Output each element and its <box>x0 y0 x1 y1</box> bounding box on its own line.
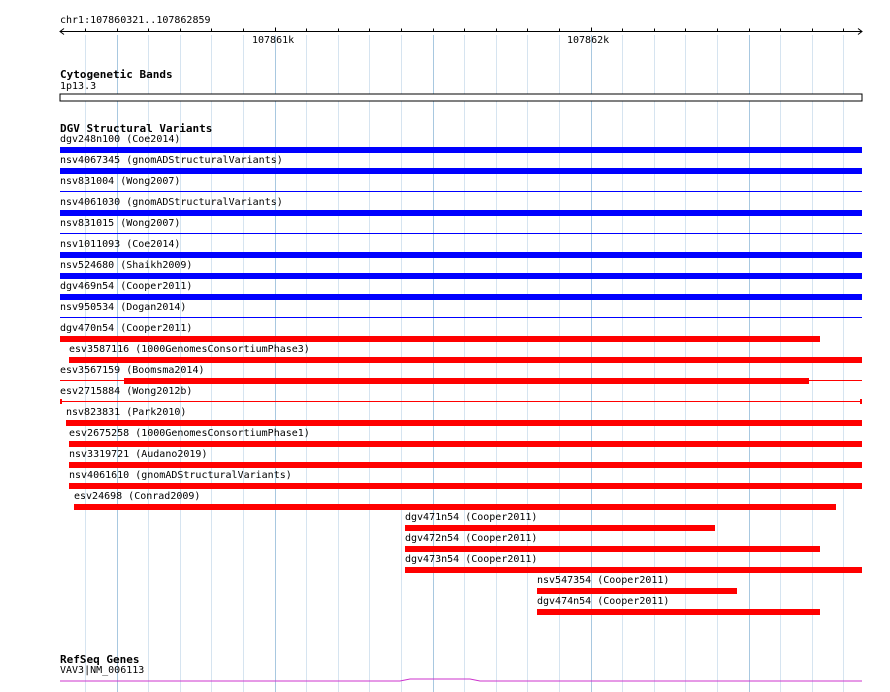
dgv-feature-bar <box>405 567 862 573</box>
dgv-feature-label[interactable]: esv24698 (Conrad2009) <box>74 491 201 502</box>
dgv-feature-bar <box>69 441 862 447</box>
ruler-tick-label: 107861k <box>252 35 295 46</box>
dgv-feature-label[interactable]: nsv4061030 (gnomADStructuralVariants) <box>60 197 283 208</box>
dgv-feature-label[interactable]: nsv4067345 (gnomADStructuralVariants) <box>60 155 283 166</box>
dgv-feature-bar <box>537 609 820 615</box>
dgv-feature-bar <box>124 378 809 384</box>
ruler-tick-label: 107862k <box>567 35 610 46</box>
dgv-feature-label[interactable]: nsv524680 (Shaikh2009) <box>60 260 193 271</box>
cyto-track-title[interactable]: Cytogenetic Bands <box>60 68 173 81</box>
dgv-feature-label[interactable]: nsv4061610 (gnomADStructuralVariants) <box>69 470 292 481</box>
refseq-track-title[interactable]: RefSeq Genes <box>60 653 140 666</box>
refseq-gene-label[interactable]: VAV3|NM_006113 <box>60 665 145 676</box>
dgv-feature-bar <box>405 525 715 531</box>
dgv-feature-bar <box>60 168 862 174</box>
dgv-feature-bar <box>60 401 862 402</box>
dgv-feature-label[interactable]: nsv950534 (Dogan2014) <box>60 302 187 313</box>
dgv-feature-bar <box>405 546 820 552</box>
dgv-feature-bar <box>60 191 862 192</box>
dgv-feature-bar <box>60 273 862 279</box>
dgv-feature-label[interactable]: dgv474n54 (Cooper2011) <box>537 596 670 607</box>
dgv-feature-label[interactable]: nsv823831 (Park2010) <box>66 407 187 418</box>
dgv-feature-bar <box>69 483 862 489</box>
dgv-feature-label[interactable]: nsv3319721 (Audano2019) <box>69 449 208 460</box>
dgv-feature-label[interactable]: nsv547354 (Cooper2011) <box>537 575 670 586</box>
dgv-feature-label[interactable]: dgv248n100 (Coe2014) <box>60 134 181 145</box>
dgv-feature-label[interactable]: esv3587116 (1000GenomesConsortiumPhase3) <box>69 344 310 355</box>
dgv-feature-bar <box>60 233 862 234</box>
refseq-gene-line <box>60 679 862 681</box>
dgv-feature-label[interactable]: nsv831015 (Wong2007) <box>60 218 181 229</box>
dgv-feature-label[interactable]: dgv470n54 (Cooper2011) <box>60 323 193 334</box>
dgv-feature-bar <box>537 588 737 594</box>
dgv-feature-label[interactable]: dgv469n54 (Cooper2011) <box>60 281 193 292</box>
dgv-feature-label[interactable]: dgv472n54 (Cooper2011) <box>405 533 538 544</box>
dgv-feature-cap <box>860 399 862 404</box>
dgv-feature-label[interactable]: esv2675258 (1000GenomesConsortiumPhase1) <box>69 428 310 439</box>
cyto-band-bar <box>60 94 862 101</box>
dgv-feature-bar <box>60 252 862 258</box>
region-label: chr1:107860321..107862859 <box>60 15 211 26</box>
dgv-feature-label[interactable]: esv2715884 (Wong2012b) <box>60 386 193 397</box>
dgv-feature-label[interactable]: esv3567159 (Boomsma2014) <box>60 365 205 376</box>
dgv-track-title[interactable]: DGV Structural Variants <box>60 122 213 135</box>
dgv-feature-bar <box>60 317 862 318</box>
dgv-feature-bar <box>69 462 862 468</box>
dgv-feature-label[interactable]: nsv831004 (Wong2007) <box>60 176 181 187</box>
dgv-feature-bar <box>69 357 862 363</box>
dgv-feature-label[interactable]: dgv473n54 (Cooper2011) <box>405 554 538 565</box>
dgv-feature-bar <box>60 294 862 300</box>
dgv-feature-bar <box>74 504 836 510</box>
dgv-feature-label[interactable]: nsv1011093 (Coe2014) <box>60 239 181 250</box>
dgv-feature-cap <box>60 399 62 404</box>
dgv-feature-bar <box>66 420 862 426</box>
dgv-feature-bar <box>60 336 820 342</box>
dgv-feature-bar <box>60 210 862 216</box>
dgv-feature-label[interactable]: dgv471n54 (Cooper2011) <box>405 512 538 523</box>
cyto-band-label: 1p13.3 <box>60 81 97 92</box>
dgv-feature-bar <box>60 147 862 153</box>
